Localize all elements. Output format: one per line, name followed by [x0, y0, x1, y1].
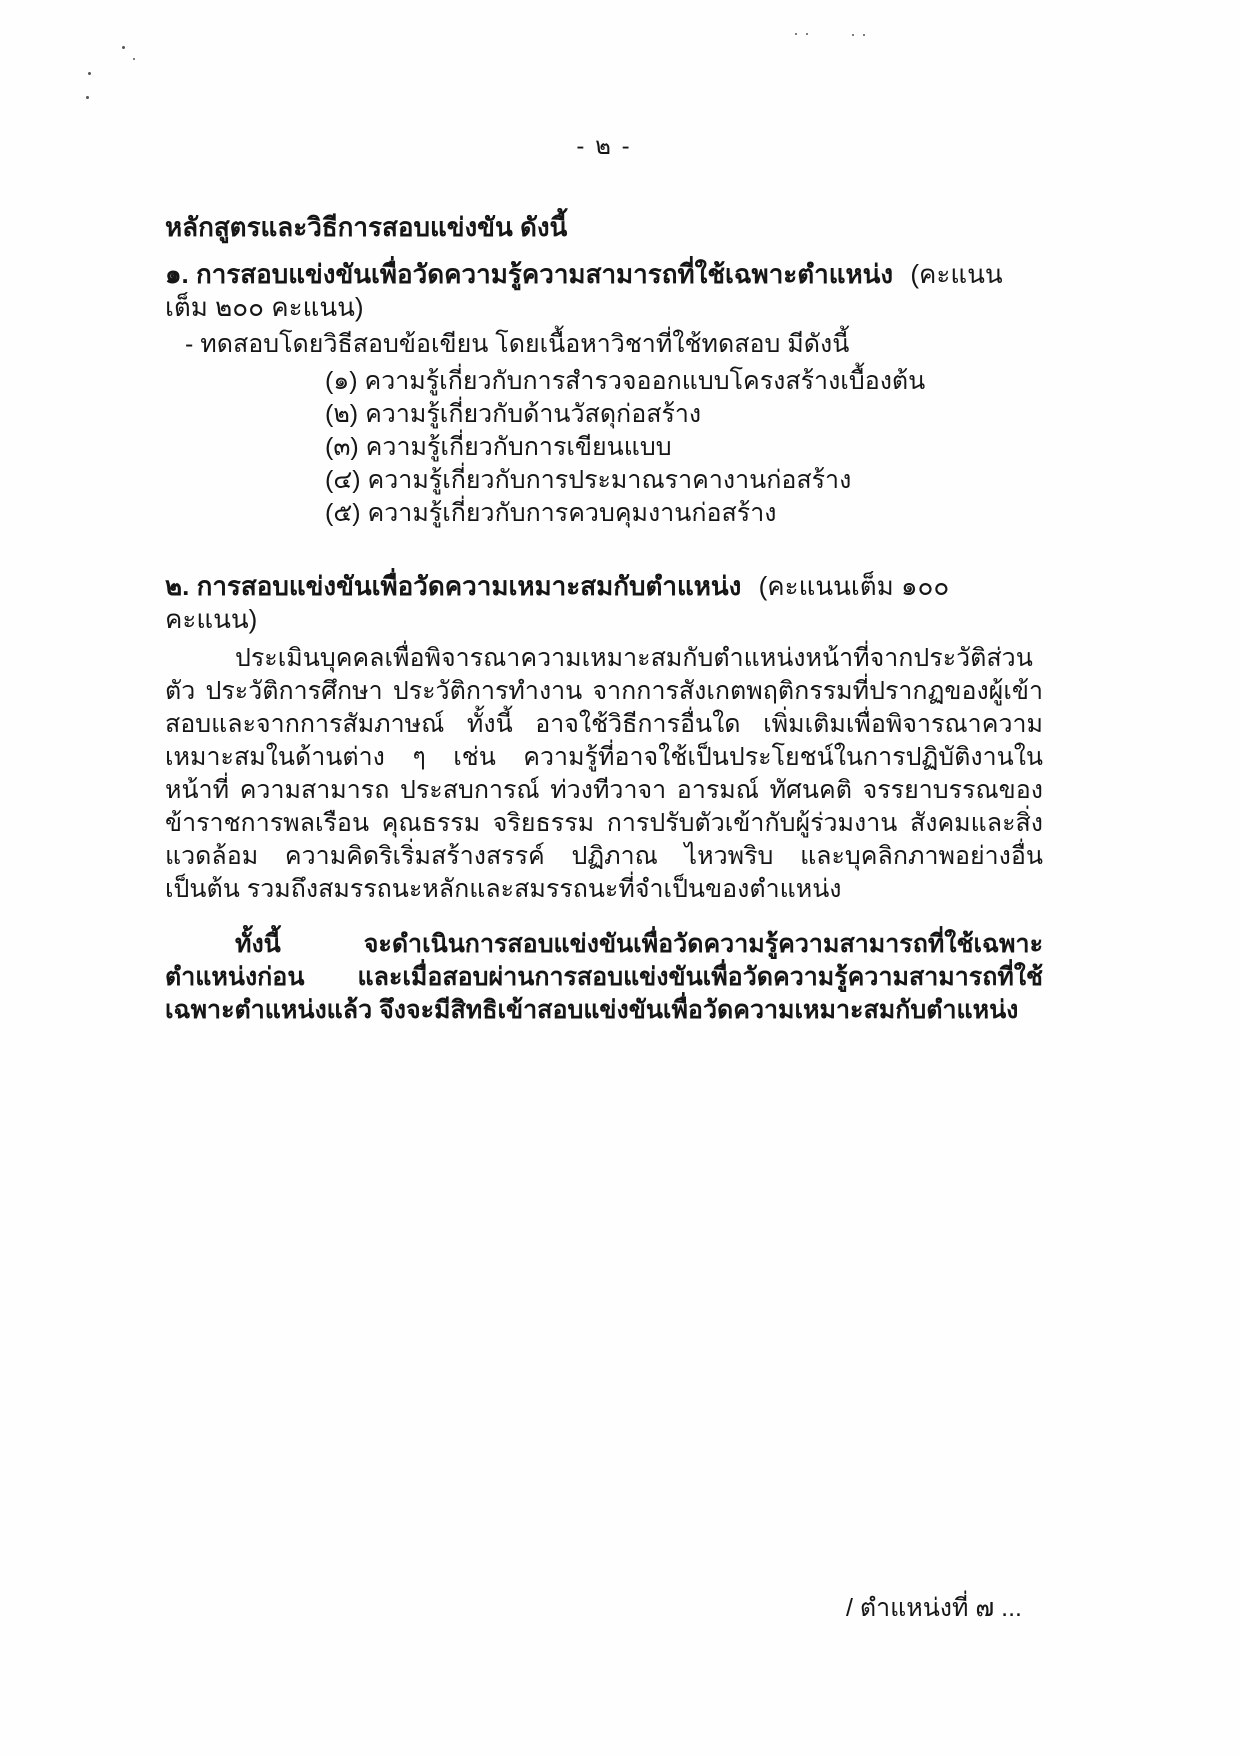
scan-speck: [86, 96, 89, 99]
subject-item: (๕) ความรู้เกี่ยวกับการควบคุมงานก่อสร้าง: [325, 499, 777, 527]
section2-title: [165, 570, 1043, 636]
document-content: [165, 0, 1043, 1027]
document-heading: หลักสูตรและวิธีการสอบแข่งขัน ดังนี้: [165, 212, 568, 242]
subject-item: (๔) ความรู้เกี่ยวกับการประมาณราคางานก่อสร้าง: [325, 466, 852, 494]
subject-item: (๒) ความรู้เกี่ยวกับด้านวัสดุก่อสร้าง: [325, 400, 702, 428]
section1-subject-list: [325, 365, 1043, 530]
scan-speck: [88, 72, 91, 75]
section2-paragraph-order: ทั้งนี้ จะดำเนินการสอบแข่งขันเพื่อวัดความรู้ความสามารถที่ใช้เฉพาะตำแหน่งก่อน และเมื่อสอบผ่านการสอบแข่งขันเพื่อวัดความรู้ความสามารถที่ใช้เฉพาะตำแหน่งแล้ว จึงจะมีสิทธิเข้าสอบแข่งขันเพื่อวัดความเหมาะสมกับตำแหน่ง: [165, 930, 1043, 1024]
section1-title: [165, 258, 1043, 324]
subject-item: (๑) ความรู้เกี่ยวกับการสำรวจออกแบบโครงสร้างเบื้องต้น: [325, 367, 926, 395]
section2-paragraph-assessment: ประเมินบุคคลเพื่อพิจารณาความเหมาะสมกับตำแหน่งหน้าที่จากประวัติส่วนตัว ประวัติการศึกษา ประวัติการทำงาน จากการสังเกตพฤติกรรมที่ปรากฏของผู้เข้าสอบและจากการสัมภาษณ์ ทั้งนี้ อาจใช้วิธีการอื่นใด เพิ่มเติมเพื่อพิจารณาความเหมาะสมในด้านต่าง ๆ เช่น ความรู้ที่อาจใช้เป็นประโยชน์ในการปฏิบัติงานในหน้าที่ ความสามารถ ประสบการณ์ ท่วงทีวาจา อารมณ์ ทัศนคติ จรรยาบรรณของข้าราชการพลเรือน คุณธรรม จริยธรรม การปรับตัวเข้ากับผู้ร่วมงาน สังคมและสิ่งแวดล้อม ความคิดริเริ่มสร้างสรรค์ ปฏิภาณ ไหวพริบ และบุคลิกภาพอย่างอื่น เป็นต้น รวมถึงสมรรถนะหลักและสมรรถนะที่จำเป็นของตำแหน่ง: [165, 644, 1043, 903]
section1-title-text: ๑. การสอบแข่งขันเพื่อวัดความรู้ความสามารถที่ใช้เฉพาะตำแหน่ง: [165, 259, 894, 289]
section2-title-text: ๒. การสอบแข่งขันเพื่อวัดความเหมาะสมกับตำแหน่ง: [165, 571, 742, 601]
section1-intro: - ทดสอบโดยวิธีสอบข้อเขียน โดยเนื้อหาวิชาที่ใช้ทดสอบ มีดังนี้: [185, 330, 850, 358]
footer-continuation-note: / ตำแหน่งที่ ๗ ...: [845, 1594, 1022, 1622]
subject-item: (๓) ความรู้เกี่ยวกับการเขียนแบบ: [325, 433, 672, 461]
page-number: - ๒ -: [576, 133, 632, 160]
scan-speck: [133, 58, 135, 60]
scan-speck: [122, 46, 125, 49]
section2-score-note: (คะแนนเต็ม ๑๐๐ คะแนน): [165, 571, 950, 634]
section1-score-note: (คะแนนเต็ม ๒๐๐ คะแนน): [165, 259, 1003, 322]
